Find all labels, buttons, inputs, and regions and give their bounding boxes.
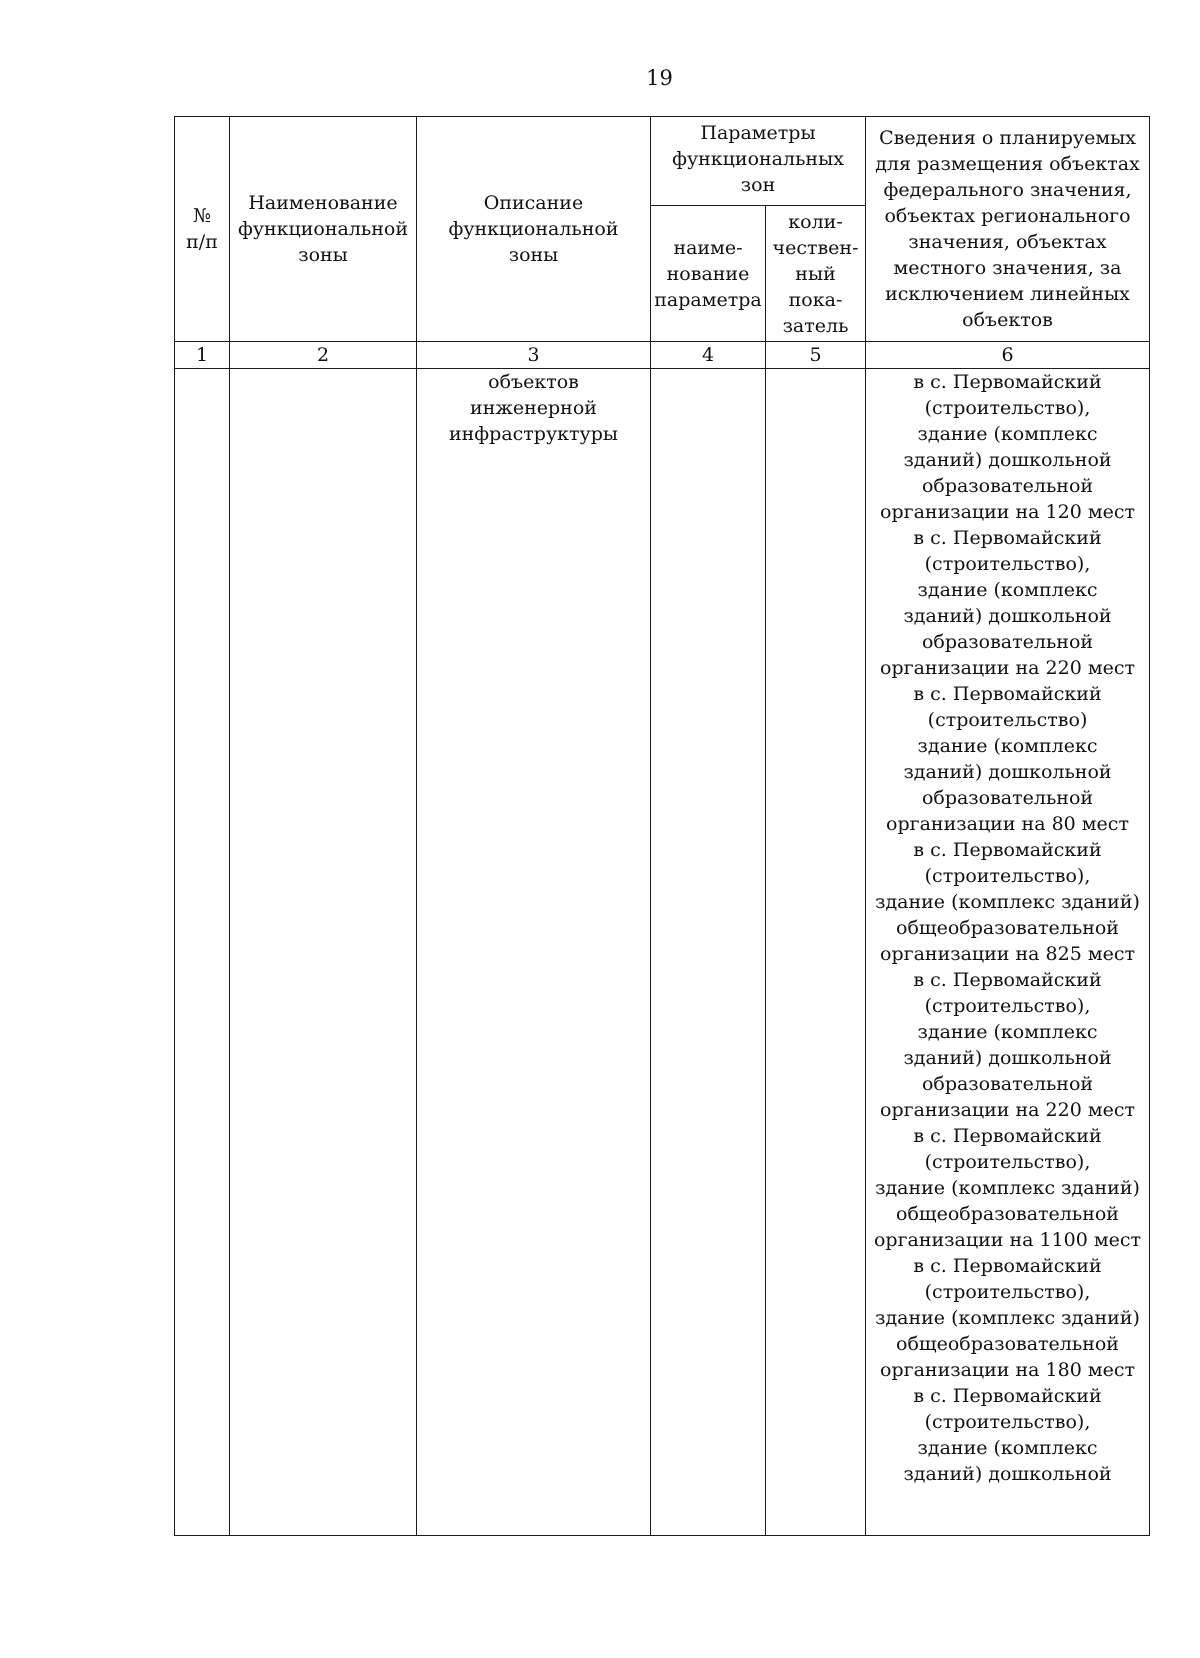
planned-object-line: в с. Первомайский	[913, 969, 1102, 991]
column-numbers-row	[175, 342, 1150, 369]
planned-object-line: здание (комплекс	[917, 579, 1098, 601]
planned-object-line: образовательной	[921, 1073, 1094, 1095]
planned-object-line: (строительство),	[924, 995, 1091, 1017]
header-planned-objects: Сведения о планируемых для размещения объектах федерального значения, объектах регионального значения, объектах местного значения, за исключением линейных объектов	[866, 117, 1150, 342]
planned-object-line: зданий) дошкольной	[903, 1463, 1112, 1485]
planned-object-line: здание (комплекс	[917, 1021, 1098, 1043]
planned-object-line: образовательной	[921, 475, 1094, 497]
planned-object-line: здание (комплекс	[917, 1437, 1098, 1459]
header-quantitative-indicator: коли- чествен- ный пока- затель	[766, 206, 866, 342]
planned-object-line: зданий) дошкольной	[903, 449, 1112, 471]
planned-object-line: в с. Первомайский	[913, 839, 1102, 861]
planned-object-line: в с. Первомайский	[913, 683, 1102, 705]
column-number: 5	[766, 342, 866, 369]
planned-object-line: организации на 825 мест	[880, 943, 1136, 965]
planned-object-line: зданий) дошкольной	[903, 605, 1112, 627]
planned-object-line: здание (комплекс	[917, 735, 1098, 757]
column-number: 2	[230, 342, 417, 369]
planned-object-line: организации на 180 мест	[880, 1359, 1136, 1381]
planned-object-line: (строительство),	[924, 1151, 1091, 1173]
planned-object-line: зданий) дошкольной	[903, 1047, 1112, 1069]
planned-object-line: образовательной	[921, 787, 1094, 809]
header-zone-parameters: Параметры функциональных зон	[651, 117, 866, 206]
planned-object-line: общеобразовательной	[896, 1333, 1119, 1355]
planned-object-line: здание (комплекс зданий)	[875, 1307, 1140, 1329]
planned-object-line: организации на 220 мест	[880, 657, 1136, 679]
planned-object-line: в с. Первомайский	[913, 1255, 1102, 1277]
planned-object-line: (строительство),	[924, 553, 1091, 575]
header-zone-description: Описание функциональной зоны	[417, 117, 651, 342]
planned-object-line: (строительство)	[927, 709, 1088, 731]
planned-object-line: в с. Первомайский	[913, 1385, 1102, 1407]
functional-zones-table	[174, 116, 1150, 1536]
cell-zone-description: объектов инженерной инфраструктуры	[417, 369, 651, 1536]
planned-object-line: общеобразовательной	[896, 917, 1119, 939]
planned-object-line: общеобразовательной	[896, 1203, 1119, 1225]
planned-object-line: здание (комплекс зданий)	[875, 891, 1140, 913]
planned-object-line: (строительство),	[924, 397, 1091, 419]
column-number: 6	[866, 342, 1150, 369]
planned-object-line: (строительство),	[924, 1281, 1091, 1303]
cell-parameter-name	[651, 369, 766, 1536]
page-number: 19	[646, 66, 673, 90]
column-number: 4	[651, 342, 766, 369]
planned-object-line: в с. Первомайский	[913, 1125, 1102, 1147]
planned-object-line: организации на 120 мест	[880, 501, 1136, 523]
header-zone-name: Наименование функциональной зоны	[230, 117, 417, 342]
header-row-top	[175, 117, 1150, 206]
planned-object-line: организации на 1100 мест	[873, 1229, 1142, 1251]
planned-object-line: (строительство),	[924, 1411, 1091, 1433]
planned-object-line: образовательной	[921, 631, 1094, 653]
column-number: 1	[175, 342, 230, 369]
cell-number	[175, 369, 230, 1536]
cell-quantitative-indicator	[766, 369, 866, 1536]
table-row	[175, 369, 1150, 1536]
cell-zone-name	[230, 369, 417, 1536]
planned-object-line: (строительство),	[924, 865, 1091, 887]
header-parameter-name: наиме- нование параметра	[651, 206, 766, 342]
planned-object-line: организации на 220 мест	[880, 1099, 1136, 1121]
column-number: 3	[417, 342, 651, 369]
planned-object-line: здание (комплекс зданий)	[875, 1177, 1140, 1199]
planned-object-line: организации на 80 мест	[886, 813, 1129, 835]
planned-object-line: зданий) дошкольной	[903, 761, 1112, 783]
planned-object-line: в с. Первомайский	[913, 527, 1102, 549]
header-number: № п/п	[175, 117, 230, 342]
planned-object-line: в с. Первомайский	[913, 371, 1102, 393]
planned-object-line: здание (комплекс	[917, 423, 1098, 445]
cell-planned-objects	[866, 369, 1150, 1536]
